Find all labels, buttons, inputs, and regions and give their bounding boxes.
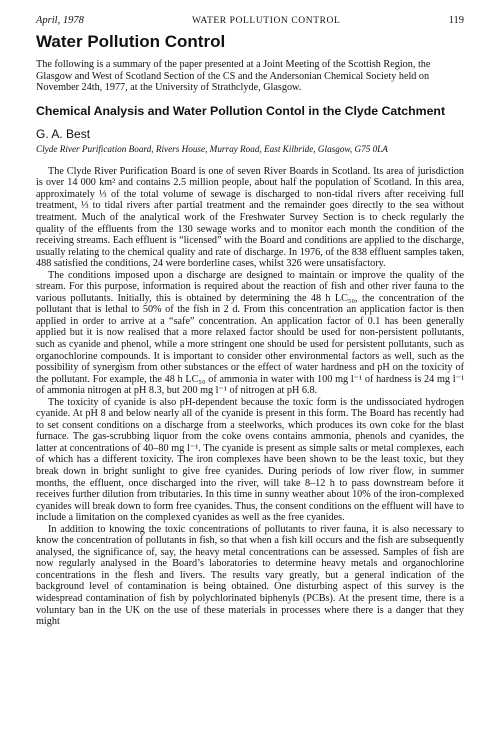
body-paragraph: The conditions imposed upon a discharge are designed to maintain or improve the quality of the stream. For this purpose, information is required about the reaction of fish and other river fauna to the various pollutants. Initially, this is obtained by determining the 48 h LC₅₀, the concentration of the pollutant that is lethal to 50% of the fish in 2 d. From this concentration an application factor is then applied in order to arrive at a “safe” concentration. An application factor of 0.1 has been generally applied but it is now realised that a more relaxed factor should be used for non-persistent pollutants, such as cyanide and phenol, while a more stringent one should be used for persistent pollutants, such as organochlorine compounds. It is important to consider other environmental factors as well, such as the possibility of synergism from other substances or the effect of water hardness and pH on the toxicity of the pollutant. For example, the 48 h LC₅₀ of ammonia in water with 100 mg l⁻¹ of hardness is 24 mg l⁻¹ of ammonia nitrogen at pH 8.3, but 200 mg l⁻¹ of nitrogen at pH 6.8. xyxy=(36,269,464,397)
author-name: G. A. Best xyxy=(36,126,91,141)
intro-paragraph: The following is a summary of the paper presented at a Joint Meeting of the Scottish Region, the Glasgow and West of Scotland Section of the CS and the Andersonian Chemical Society held on November 24th, 1977, at the University of Strathclyde, Glasgow. xyxy=(36,59,431,94)
issue-date: April, 1978 xyxy=(36,15,84,26)
article-title: Chemical Analysis and Water Pollution Contol in the Clyde Catchment xyxy=(36,103,446,118)
author-affiliation: Clyde River Purification Board, Rivers House, Murray Road, East Kilbride, Glasgow, G75 0LA xyxy=(36,143,388,154)
running-header xyxy=(36,14,464,28)
body-paragraph: The toxicity of cyanide is also pH-dependent because the toxic form is the undissociated hydrogen cyanide. At pH 8 and below nearly all of the cyanide is present in this form. The Board has recently had to set consent conditions on a discharge from a steelworks, which produces its own coke for the blast furnace. The gas-scrubbing liquor from the coke ovens contains ammonia, phenols and cyanides, the latter at concentrations of 40–80 mg l⁻¹. The cyanide is present as simple salts or metal complexes, each of which has a different toxicity. The iron complexes have been shown to be the least toxic, but they break down in bright sunlight to give free cyanides. During periods of low river flow, in summer months, the effluent, once discharged into the river, will take 8–12 h to pass downstream before it receives further dilution from tributaries. In this time in sunny weather about 10% of the iron-complexed cyanides will break down to form free cyanides. Thus, the consent conditions on the effluent will have to include a limitation on the complexed cyanides as well as the free cyanides. xyxy=(36,396,464,524)
body-paragraph: In addition to knowing the toxic concentrations of pollutants to river fauna, it is also necessary to know the concentration of pollutants in fish, so that when a fish kill occurs and the fish are subsequently analysed, the significance of, say, the heavy metal concentrations can be assessed. Samples of fish are now regularly analysed in the Board’s laboratories to determine heavy metals and organochlorine concentrations in the flesh and livers. The results vary greatly, but a general indication of the background level of contamination is being obtained. One disturbing aspect of this survey is the widespread contamination of fish by polychlorinated biphenyls (PCBs). At the present time, there is a voluntary ban in the UK on the use of these materials in processes where there is a danger that they might xyxy=(36,523,464,628)
article-body xyxy=(36,166,464,628)
section-title: Water Pollution Control xyxy=(36,32,226,51)
journal-name: WATER POLLUTION CONTROL xyxy=(192,16,341,26)
body-paragraph: The Clyde River Purification Board is one of seven River Boards in Scotland. Its area of jurisdiction is over 14 000 km² and contains 2.5 million people, about half the population of Scotland. In this area, approximately ⅓ of the total volume of sewage is discharged to non-tidal rivers after receiving full treatment, ⅓ to tidal rivers after partial treatment and the remainder goes directly to the sea without treatment. Much of the analytical work of the Freshwater Survey Section is to check regularly the quality of the effluents from the 130 sewage works and to monitor each month the condition of the receiving streams. Each effluent is “licensed” with the Board and conditions are applied to the discharge, usually relating to the chemical quality and rate of discharge. In 1976, of the 838 effluent samples taken, 488 satisfied the conditions, 24 were borderline cases, whilst 326 were unsatisfactory. xyxy=(36,165,464,270)
page-number: 119 xyxy=(448,15,464,26)
